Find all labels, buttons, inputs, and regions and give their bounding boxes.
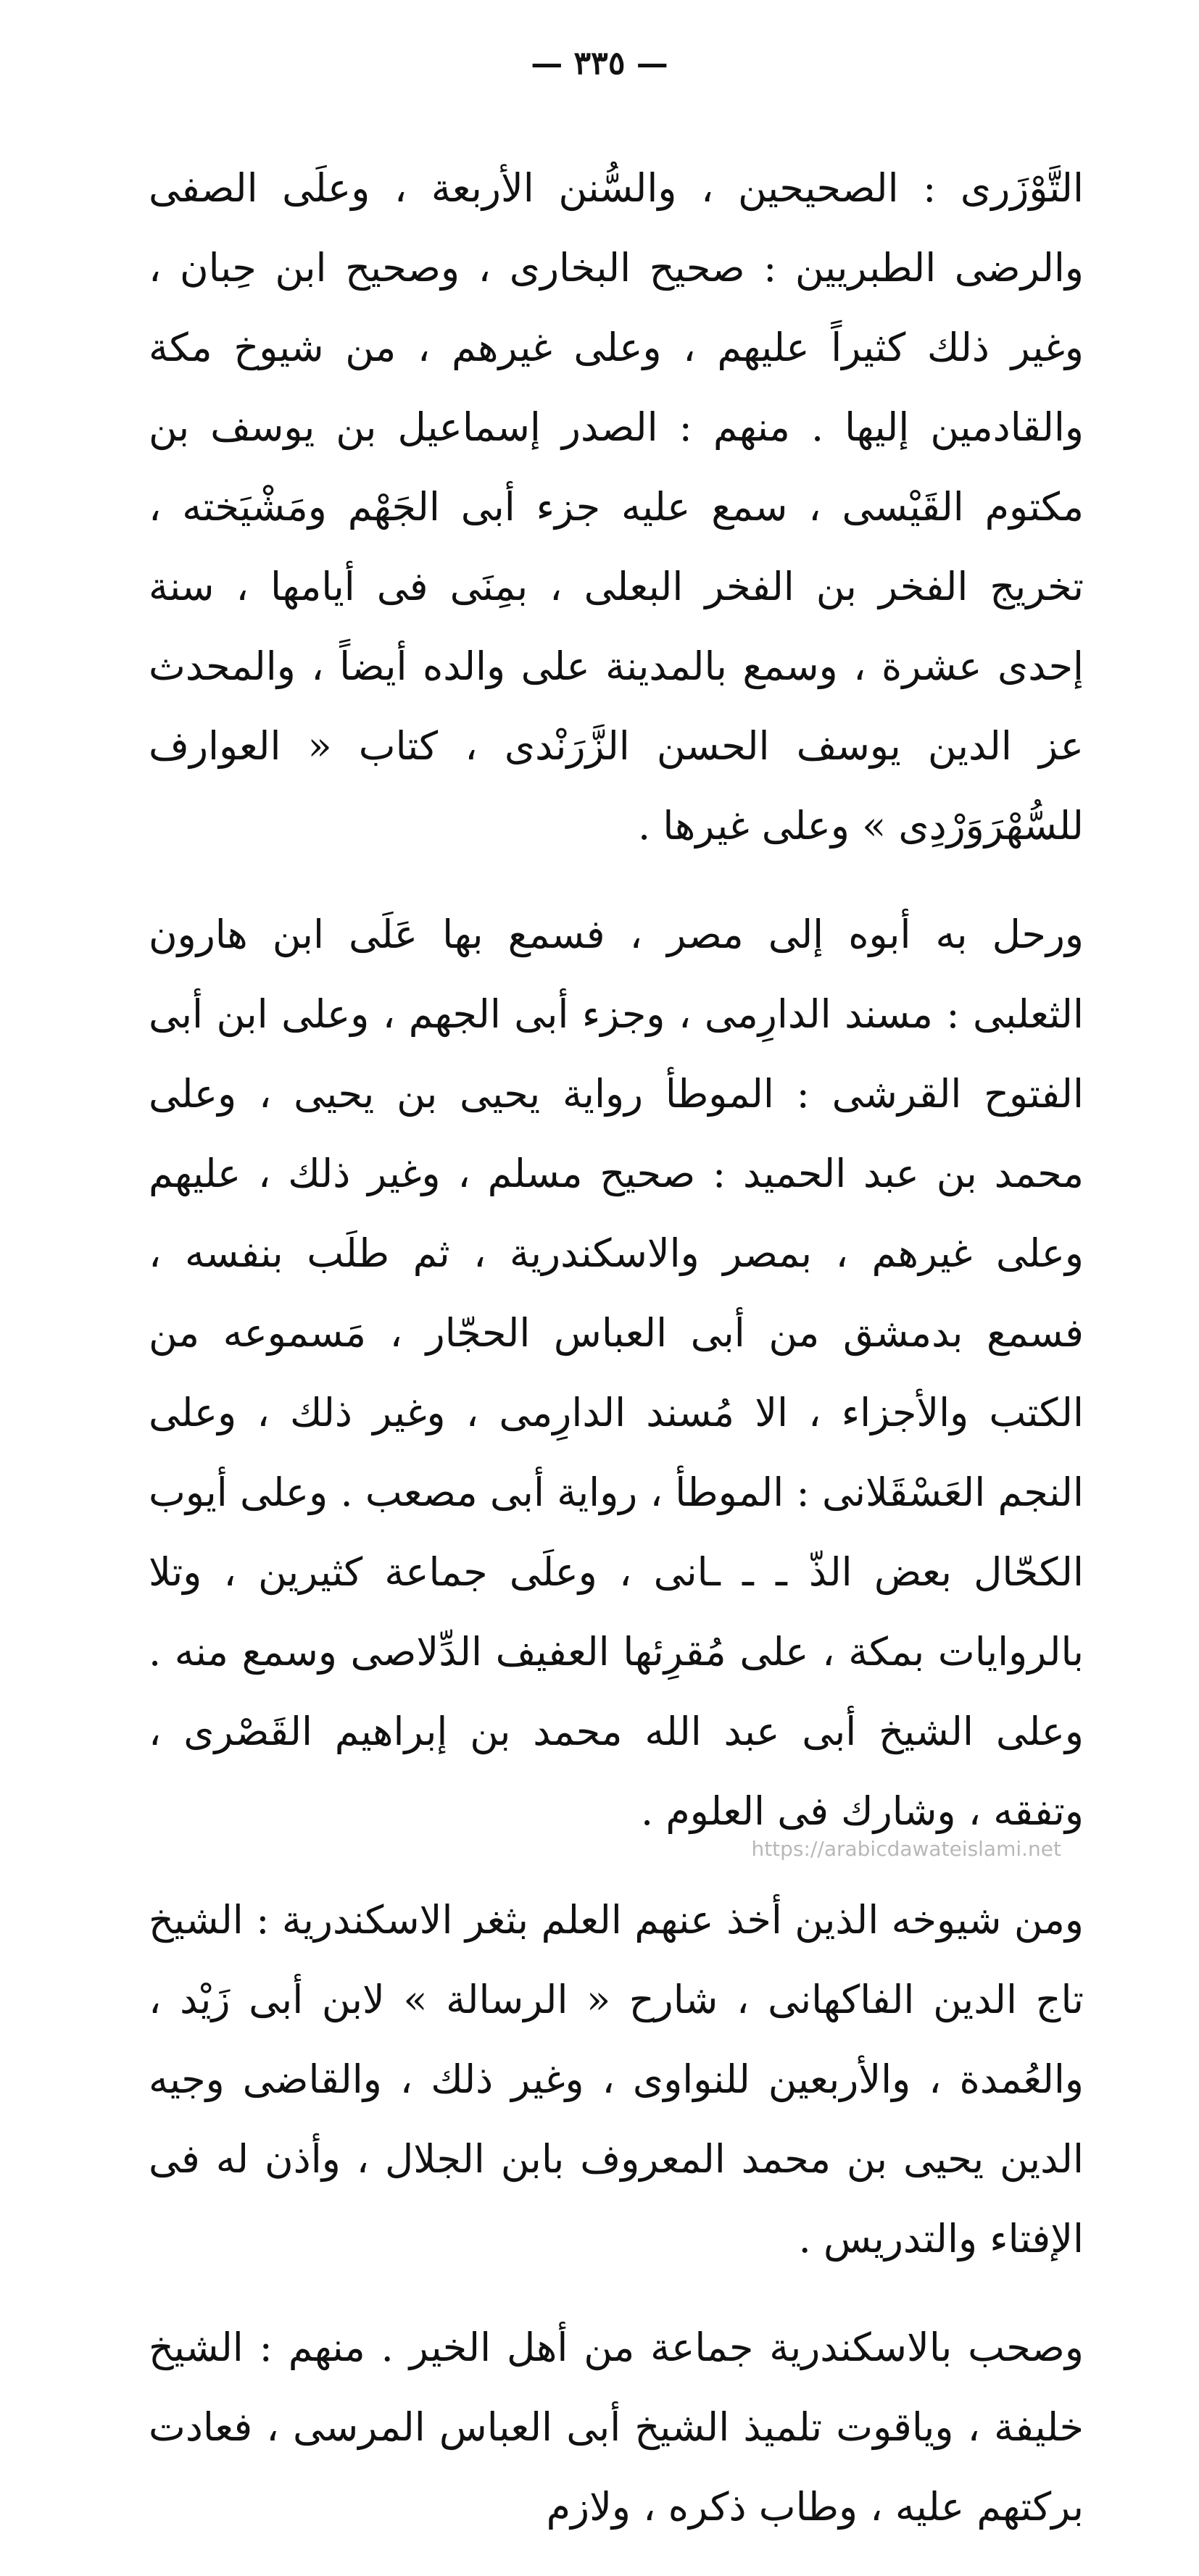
paragraph-2: ورحل به أبوه إلى مصر ، فسمع بها عَلَى ابن هارون الثعلبى : مسند الدارِمى ، وجزء أبى الجهم ، وعلى ابن أبى الفتوح القرشى : الموطأ رواية يحيى بن يحيى ، وعلى محمد بن عبد الحميد : صحيح مسلم ، وغير ذلك ، عليهم وعلى غيرهم ، بمصر والاسكندرية ، ثم طلَب بنفسه ، فسمع بدمشق من أبى العباس الحجّار ، مَسموعه من الكتب والأجزاء ، الا مُسند الدارِمى ، وغير ذلك ، وعلى النجم العَسْقَلانى : الموطأ ، رواية أبى مصعب . وعلى أيوب الكحّال بعض الذّ ـ ـ ـانى ، وعلَى جماعة كثيرين ، وتلا بالروايات بمكة ، على مُقرِئها العفيف الدِّلاصى وسمع منه . وعلى الشيخ أبى عبد الله محمد بن إبراهيم القَصْرى ، وتفقه ، وشارك فى العلوم . bbox=[149, 912, 1084, 1834]
watermark-url: https://arabicdawateislami.net bbox=[751, 1837, 1061, 1861]
paragraph-4: وصحب بالاسكندرية جماعة من أهل الخير . منهم : الشيخ خليفة ، وياقوت تلميذ الشيخ أبى العباس المرسى ، فعادت بركتهم عليه ، وطاب ذكره ، ولازم bbox=[149, 2325, 1084, 2530]
body-text bbox=[149, 149, 1084, 2576]
paragraph-1: التَّوْزَرى : الصحيحين ، والسُّنن الأربعة ، وعلَى الصفى والرضى الطبريين : صحيح البخارى ، وصحيح ابن حِبان ، وغير ذلك كثيراً عليهم ، وعلى غيرهم ، من شيوخ مكة والقادمين إليها . منهم : الصدر إسماعيل بن يوسف بن مكتوم القَيْسى ، سمع عليه جزء أبى الجَهْم ومَشْيَخته ، تخريج الفخر بن الفخر البعلى ، بمِنَى فى أيامها ، سنة إحدى عشرة ، وسمع بالمدينة على والده أيضاً ، والمحدث عز الدين يوسف الحسن الزَّرَنْدى ، كتاب « العوارف للسُّهْرَوَرْدِى » وعلى غيرها . bbox=[149, 165, 1084, 849]
page-number: — ٣٣٥ — bbox=[531, 45, 668, 82]
paragraph-3: ومن شيوخه الذين أخذ عنهم العلم بثغر الاسكندرية : الشيخ تاج الدين الفاكهانى ، شارح « الرسالة » لابن أبى زَيْد ، والعُمدة ، والأربعين للنواوى ، وغير ذلك ، والقاضى وجيه الدين يحيى بن محمد المعروف بابن الجلال ، وأذن له فى الإفتاء والتدريس . bbox=[149, 1897, 1084, 2262]
